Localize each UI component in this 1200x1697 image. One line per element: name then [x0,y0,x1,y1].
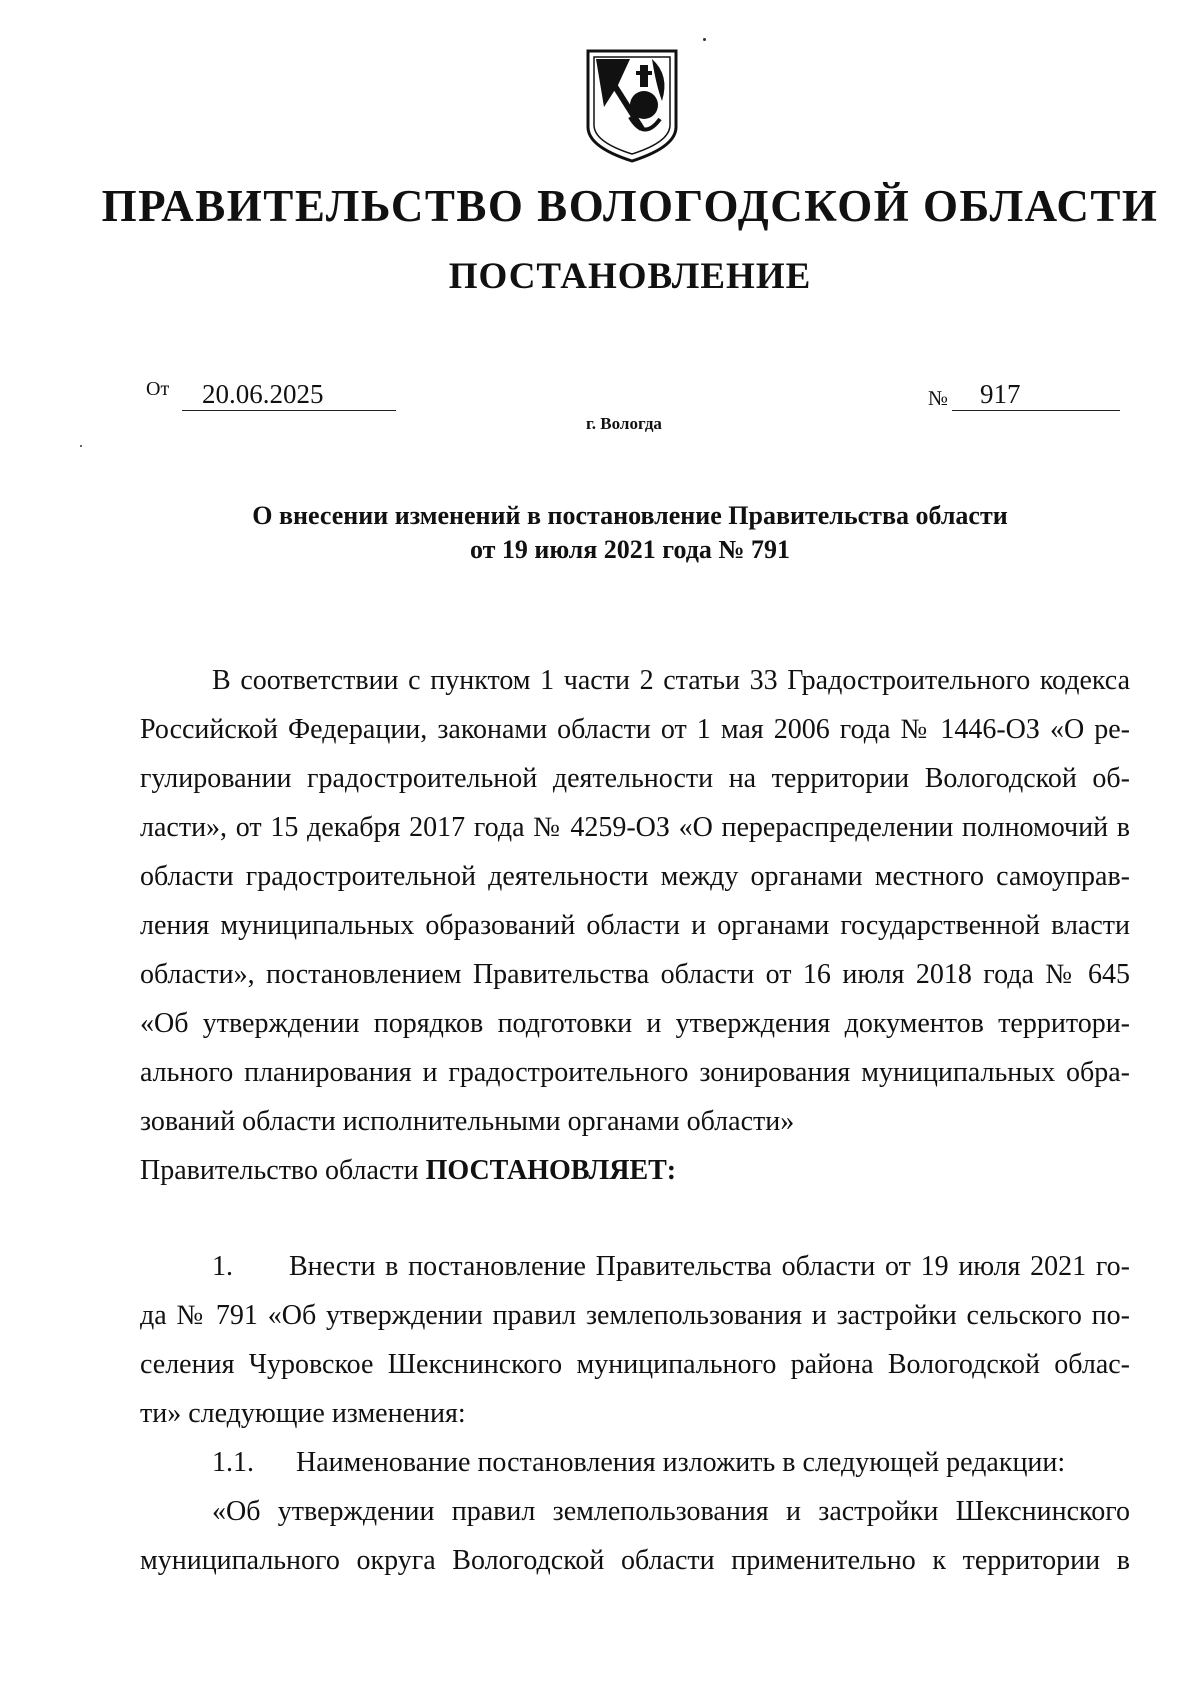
subject-line: О внесении изменений в постановление Правительства области [252,501,1008,530]
item-1-1-number: 1.1. [212,1447,254,1478]
preamble-line: зований области исполнительными органами области» [140,1106,795,1137]
document-subject [140,499,1120,567]
coat-of-arms-icon [582,45,682,165]
scan-speck [703,38,706,41]
subject-line: от 19 июля 2021 года № 791 [470,535,790,564]
preamble-line: области градостроительной деятельности между органами местного самоуправ- [140,861,1130,892]
item-1-1-line [140,1438,1130,1487]
preamble-line: ального планирования и градостроительного зонирования муниципальных обра- [140,1057,1130,1088]
resolve-line [140,1146,1130,1195]
preamble-line: Российской Федерации, законами области от 1 мая 2006 года № 1446-ОЗ «О ре- [140,714,1130,745]
preamble-line: ласти», от 15 декабря 2017 года № 4259-ОЗ «О перераспределении полномочий в [140,812,1130,843]
item-1-text: Внести в постановление Правительства области от 19 июля 2021 го- [289,1251,1130,1282]
item-1-line: ти» следующие изменения: [140,1398,466,1429]
preamble-line: В соответствии с пунктом 1 части 2 статьи 33 Градостроительного кодекса [212,665,1130,696]
document-body [140,656,1130,1585]
resolve-prefix: Правительство области [140,1155,419,1186]
document-date: 20.06.2025 [182,378,396,411]
item-1-number: 1. [212,1251,233,1282]
item-1-line: селения Чуровское Шекснинского муниципального района Вологодской облас- [140,1349,1130,1380]
date-label: От [146,378,170,400]
preamble-line: «Об утверждении порядков подготовки и утверждения документов территори- [140,1008,1130,1039]
preamble-line: ления муниципальных образований области и органами государственной власти [140,910,1130,941]
preamble-line: области», постановлением Правительства области от 16 июля 2018 года № 645 [140,959,1130,990]
resolve-word: ПОСТАНОВЛЯЕТ: [425,1155,677,1186]
document-city: г. Вологда [586,414,662,433]
quote-line: муниципального округа Вологодской области применительно к территории в [140,1545,1130,1576]
government-title: ПРАВИТЕЛЬСТВО ВОЛОГОДСКОЙ ОБЛАСТИ [101,181,1159,231]
item-1-line [140,1242,1130,1291]
preamble-line: гулировании градостроительной деятельности на территории Вологодской об- [140,763,1130,794]
document-type: ПОСТАНОВЛЕНИЕ [448,256,812,297]
item-1-1-text: Наименование постановления изложить в следующей редакции: [296,1447,1066,1478]
item-1-line: да № 791 «Об утверждении правил землепользования и застройки сельского по- [140,1300,1130,1331]
number-label: № [928,386,949,410]
quote-line: «Об утверждении правил землепользования и застройки Шекснинского [212,1496,1130,1527]
document-number: 917 [952,378,1120,411]
scan-speck [80,445,82,447]
